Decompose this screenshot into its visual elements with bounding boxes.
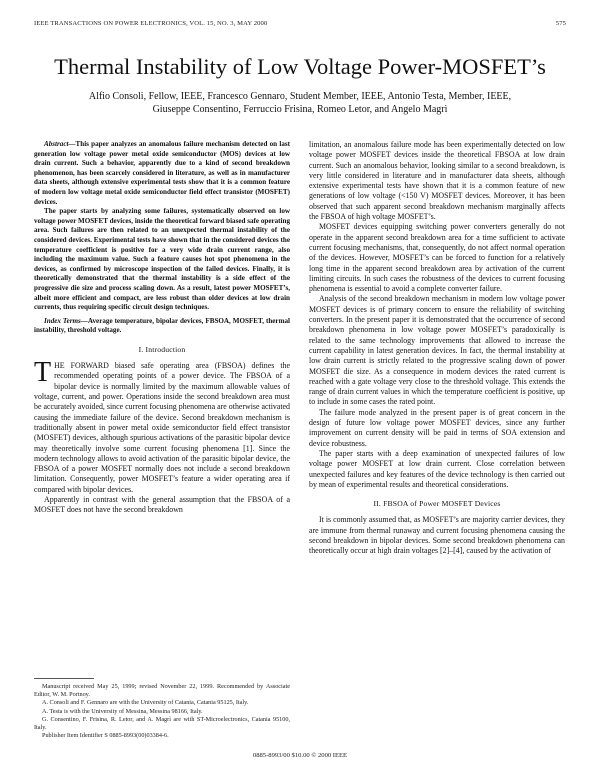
- footnote-rule: [34, 678, 94, 679]
- footnote-affiliation-st: G. Consentino, F. Frisina, R. Letor, and A. Magrì are with ST-Microelectronics, Catania 95100, Italy.: [34, 715, 290, 732]
- section-2-paragraph-1: It is commonly assumed that, as MOSFET’s are majority carrier devices, they are immune from thermal runaway and current focusing phenomena causing the second breakdown in bipolar devices. Some second breakdown phenomena can theoretically occur at high drain voltages [2]–[4], caused by the activation of: [309, 515, 565, 556]
- intro-paragraph-3: MOSFET devices equipping switching power converters generally do not operate in the apparent second breakdown area for a time sufficient to activate current focusing mechanisms, that, consequently, do not affect normal operation of the devices. However, MOSFET’s can be forced to function for a relatively long time in the apparent second breakdown area by activation of the current limiting circuits. In such cases the robustness of the devices to current focusing phenomena is essential to avoid a complete converter failure.: [309, 222, 565, 294]
- paper-title: Thermal Instability of Low Voltage Power-MOSFET’s: [54, 54, 546, 79]
- footnote-manuscript: Manuscript received May 25, 1999; revised November 22, 1999. Recommended by Associate Editor, W. M. Portnoy.: [34, 683, 290, 699]
- abstract-paragraph-1: [34, 140, 290, 207]
- section-1-heading: I. Introduction: [138, 344, 186, 354]
- author-list: [60, 90, 540, 116]
- abstract-label: Abstract—: [44, 140, 76, 148]
- abstract-text-1: This paper analyzes an anomalous failure mechanism detected on last generation low voltage power metal oxide semiconductor (MOS) devices at low drain current. Such a behavior, apparently due to a kind of second breakdown phenomenon, has been scarcely considered in literature, as well as in manufacturer data sheets, although extensive experimental tests show that it is a common feature of modern low voltage metal oxide semiconductor field effect transistor (MOSFET) devices.: [34, 140, 290, 206]
- index-terms-text: Average temperature, bipolar devices, FBSOA, MOSFET, thermal instability, threshold voltage.: [34, 316, 291, 335]
- abstract: [34, 140, 290, 313]
- intro-paragraph-2: Apparently in contrast with the general assumption that the FBSOA of a MOSFET does not have the second breakdown: [34, 495, 290, 515]
- copyright-footer: 0885-8993/00 $10.00 © 2000 IEEE: [252, 752, 348, 759]
- author-line-1: Alfio Consoli, Fellow, IEEE, Francesco Gennaro, Student Member, IEEE, Antonio Testa, Member, IEEE,: [88, 91, 512, 102]
- author-line-2: Giuseppe Consentino, Ferruccio Frisina, Romeo Letor, and Angelo Magrì: [152, 104, 448, 115]
- drop-cap: T: [34, 357, 52, 389]
- footnote-affiliation-messina: A. Testa is with the University of Messina, Messina 98166, Italy.: [42, 707, 203, 715]
- right-column: [309, 140, 565, 557]
- section-2-heading: II. FBSOA of Power MOSFET Devices: [373, 499, 501, 509]
- intro-paragraph-6: The paper starts with a deep examination of unexpected failures of low voltage power MOSFET at low drain current. Close correlation between unexpected failures and key features of the device technology is then carried out by mean of experimental results and theoretical considerations.: [309, 448, 565, 489]
- intro-paragraph-2-continued: limitation, an anomalous failure mode has been experimentally detected on low voltage power MOSFET devices inside the theoretical FBSOA at low drain current. Such an anomalous behavior, looking similar to a second breakdown, is very little considered in literature and in manufacturer data sheets, although extensive experimental tests have shown that it is a common feature of new generations of low voltage (<150 V) MOSFET devices. Moreover, it has been observed that such apparent second breakdown mechanism marginally affects the FBSOA of high voltage MOSFET’s.: [309, 140, 565, 222]
- intro-paragraph-5: The failure mode analyzed in the present paper is of great concern in the design of future low voltage power MOSFET devices, since any further improvement on current density will be paid in terms of SOA extension and device robustness.: [309, 407, 565, 448]
- footnote-publisher-id: Publisher Item Identifier S 0885-8993(00)03384-6.: [42, 732, 169, 740]
- running-header: [34, 20, 566, 32]
- index-terms-label: Index Terms—: [44, 316, 88, 325]
- index-terms: [34, 317, 290, 336]
- footnotes: [34, 678, 290, 740]
- left-column: [34, 140, 290, 516]
- intro-paragraph-1-text: HE FORWARD biased safe operating area (FBSOA) defines the recommended operating points of a power device. The FBSOA of a bipolar device is normally limited by the maximum allowable values of voltage, current, and power. Operations inside the second breakdown area must be accurately avoided, since current focusing phenomena are otherwise activated causing the immediate failure of the device. Second breakdown mechanism is traditionally absent in power metal oxide semiconductor field effect transistor (MOSFET) devices, although spurious activations of the parasitic bipolar device may theoretically involve some current focusing phenomena [1]. Since the modern technology allows to avoid activation of the parasitic bipolar device, the FBSOA of a power MOSFET normally does not include a second breakdown limitation. Consequently, power MOSFET’s feature a wider operating area if compared with bipolar devices.: [34, 361, 290, 494]
- footnote-affiliation-catania: A. Consoli and F. Gennaro are with the University of Catania, Catania 95125, Italy.: [42, 699, 249, 707]
- page-number: 575: [555, 20, 566, 27]
- journal-name: IEEE TRANSACTIONS ON POWER ELECTRONICS, VOL. 15, NO. 3, MAY 2000: [34, 20, 268, 27]
- abstract-paragraph-2: The paper starts by analyzing some failures, systematically observed on low voltage power MOSFET devices, inside the theoretical forward biased safe operating area. Such failures are then related to an unexpected thermal instability of the considered devices. Experimental tests have shown that in the considered devices the temperature coefficient is positive for a very wide drain current range, also including the maximum value. Such a feature causes hot spot phenomena in the devices, as confirmed by microscope inspection of the failed devices. Finally, it is theoretically demonstrated that the thermal instability is a side effect of the progressive die size and process scaling down. As a result, latest power MOSFET’s, albeit more efficient and compact, are less robust than older devices at low drain currents, thus requiring specific circuit design techniques.: [34, 207, 290, 312]
- intro-paragraph-1: [34, 357, 290, 495]
- intro-paragraph-4: Analysis of the second breakdown mechanism in modern low voltage power MOSFET devices is of primary concern to ensure the reliability of switching converters. In the present paper it is demonstrated that the occurrence of second breakdown phenomena in low voltage power MOSFET’s paradoxically is related to the same technology improvements that allowed to increase the current capability in latest generation devices. In fact, the thermal instability at low drain current is strictly related to the progressive scaling down of power MOSFET die size. As a consequence in modern devices the rated current is reached with a gate voltage very close to the threshold voltage. This extends the range of drain current values in which the temperature coefficient is positive, up to include in some cases the rated point.: [309, 294, 565, 407]
